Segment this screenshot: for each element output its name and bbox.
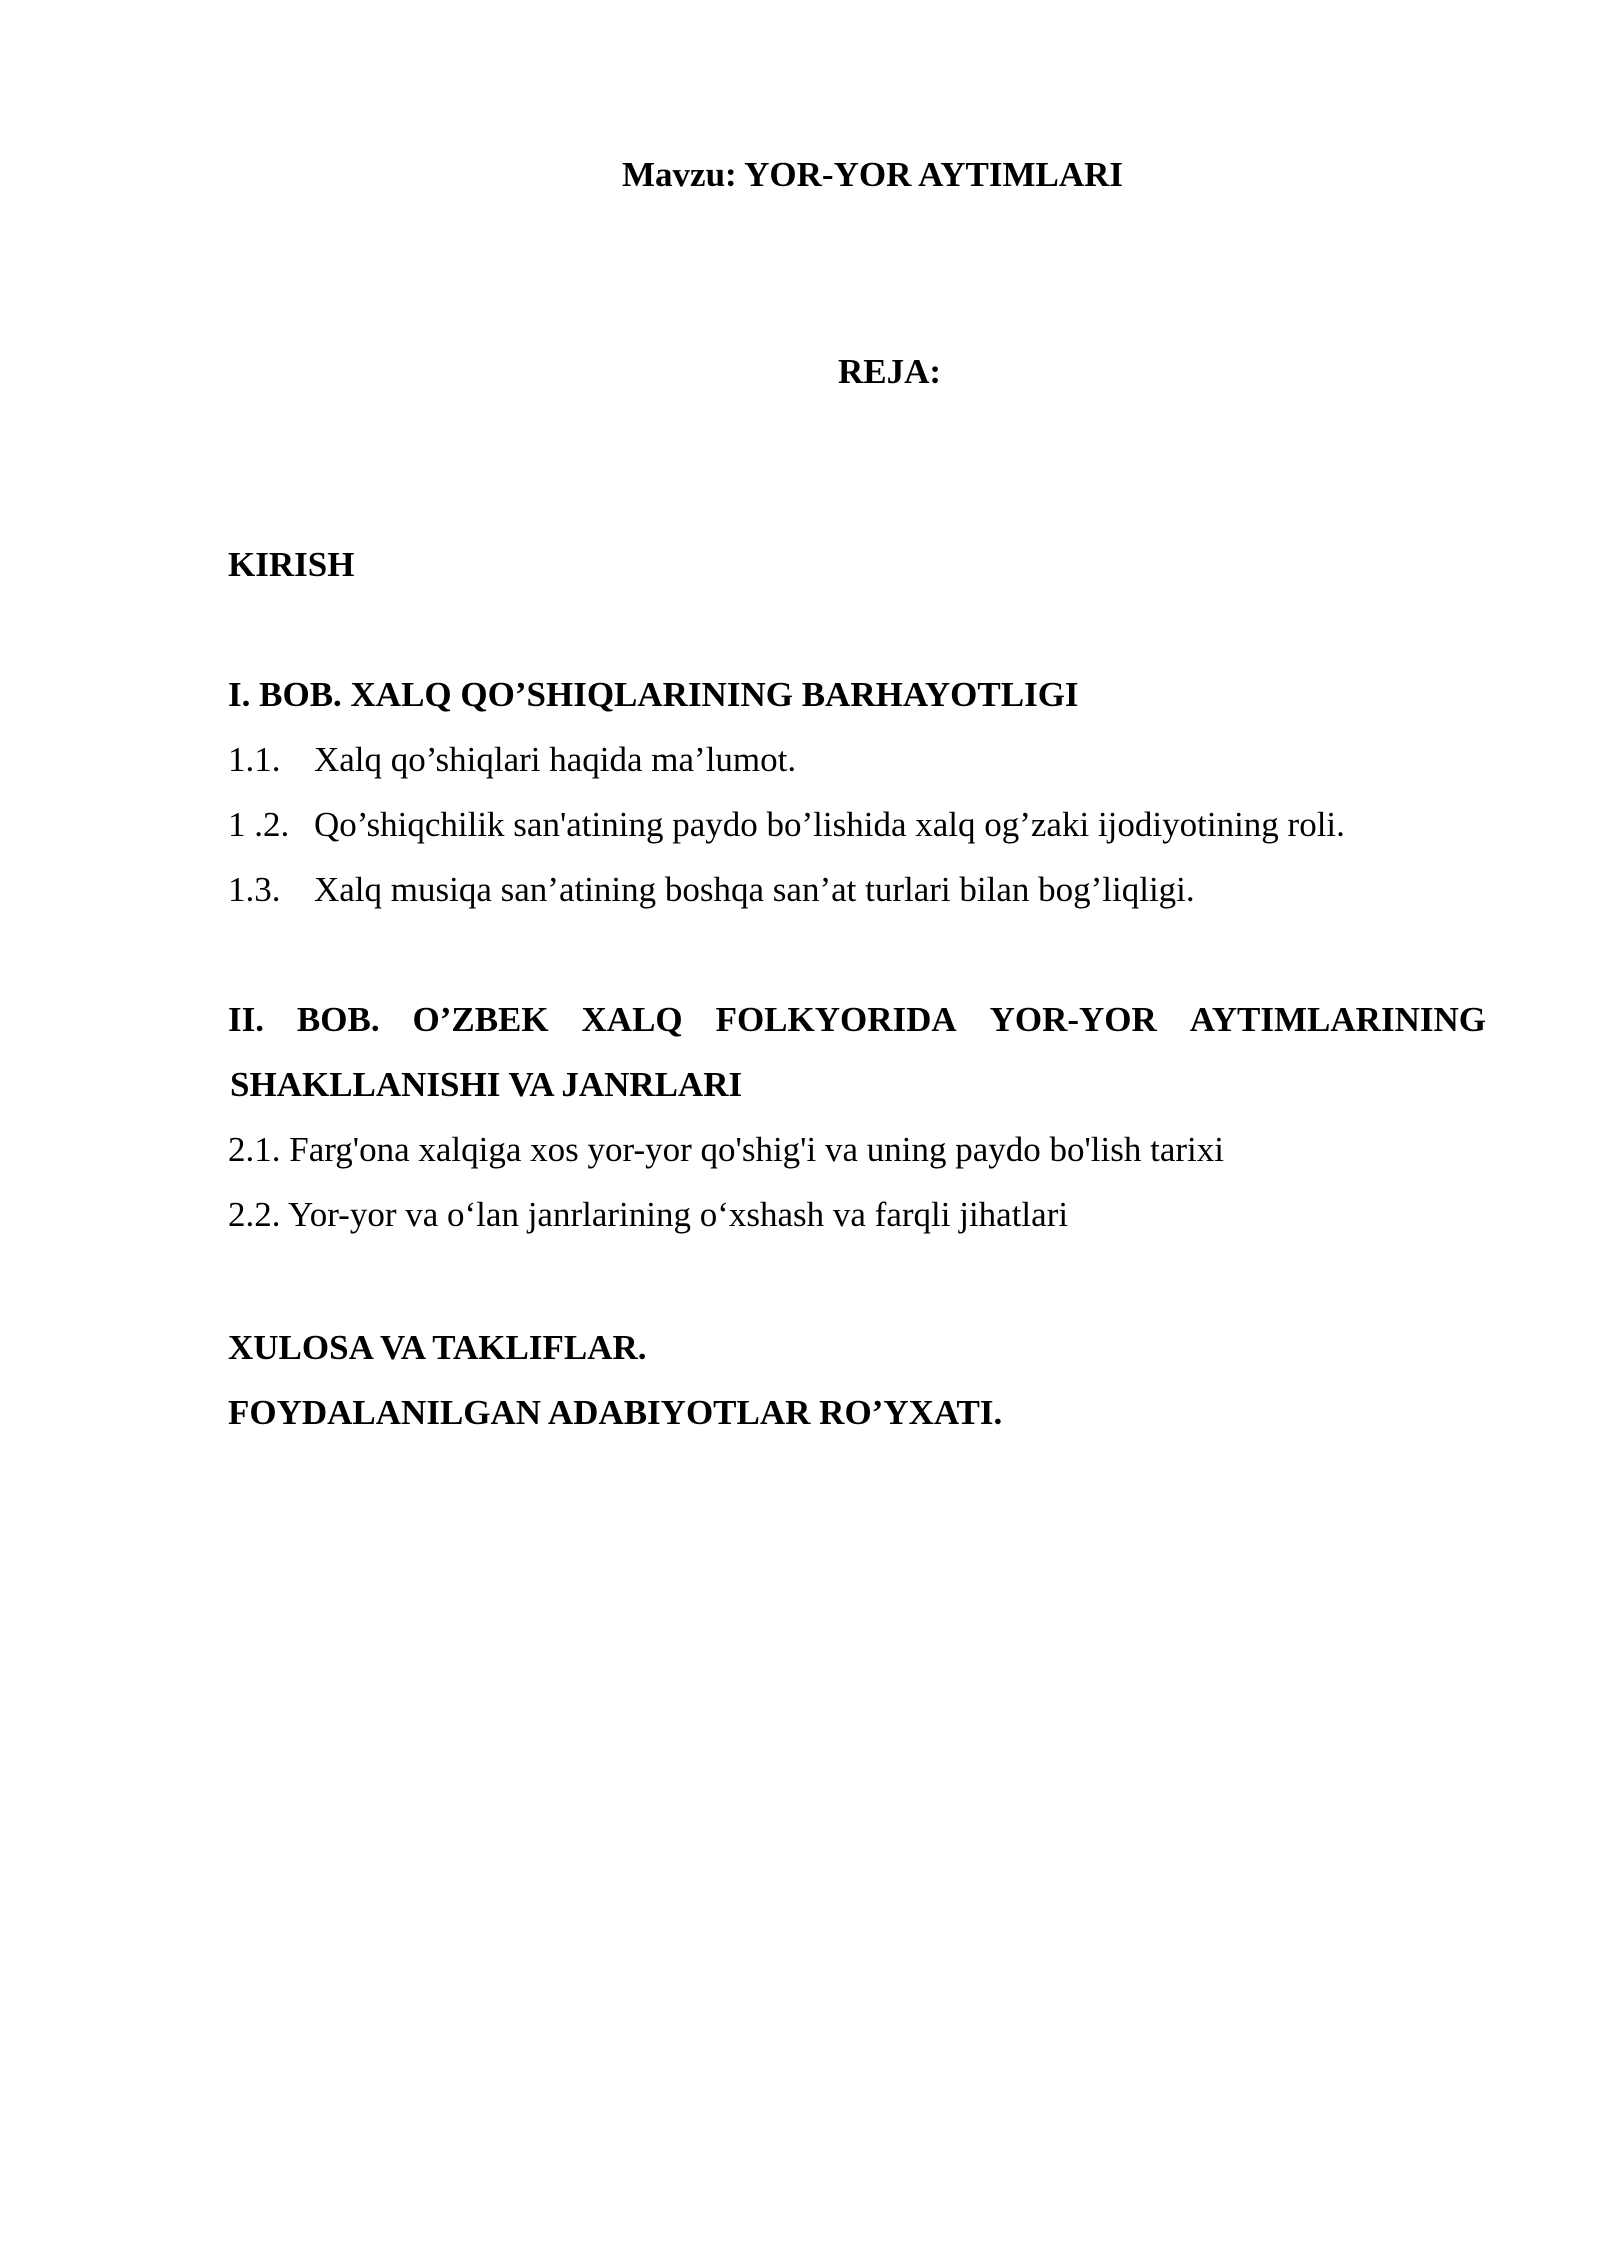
plan-heading: REJA: <box>838 352 942 391</box>
chapter2-item-2: 2.2. Yor-yor va o‘lan janrlarining o‘xshash va farqli jihatlari <box>228 1195 1069 1234</box>
item-text: Xalq musiqa san’atining boshqa san’at turlari bilan bog’liqligi. <box>314 870 1195 909</box>
chapter2-heading-line2: SHAKLLANISHI VA JANRLARI <box>230 1065 743 1104</box>
chapter1-item-1 <box>228 740 796 780</box>
references-heading: FOYDALANILGAN ADABIYOTLAR RO’YXATI. <box>228 1393 1003 1432</box>
heading-word: BOB. <box>296 1000 380 1039</box>
chapter2-item-1: 2.1. Farg'ona xalqiga xos yor-yor qo'shig'i va uning paydo bo'lish tarixi <box>228 1130 1224 1169</box>
item-number: 1.1. <box>228 740 281 779</box>
item-text: Qo’shiqchilik san'atining paydo bo’lishida xalq og’zaki ijodiyotining roli. <box>314 805 1345 844</box>
item-text: Xalq qo’shiqlari haqida ma’lumot. <box>314 740 797 779</box>
heading-word: O’ZBEK <box>412 1000 549 1039</box>
heading-word: YOR-YOR <box>989 1000 1157 1039</box>
item-number: 1 .2. <box>228 805 290 844</box>
item-number: 1.3. <box>228 870 281 909</box>
heading-word: AYTIMLARINING <box>1189 1000 1486 1039</box>
chapter1-heading: I. BOB. XALQ QO’SHIQLARINING BARHAYOTLIGI <box>228 675 1079 714</box>
chapter2-heading-line1 <box>228 1000 1486 1040</box>
chapter1-item-3 <box>228 870 1195 910</box>
document-title: Mavzu: YOR-YOR AYTIMLARI <box>622 155 1124 194</box>
intro-heading: KIRISH <box>228 545 355 584</box>
heading-word: FOLKYORIDA <box>715 1000 957 1039</box>
heading-word: XALQ <box>581 1000 683 1039</box>
heading-word: II. <box>228 1000 264 1039</box>
chapter1-item-2 <box>228 805 1345 845</box>
conclusion-heading: XULOSA VA TAKLIFLAR. <box>228 1328 647 1367</box>
